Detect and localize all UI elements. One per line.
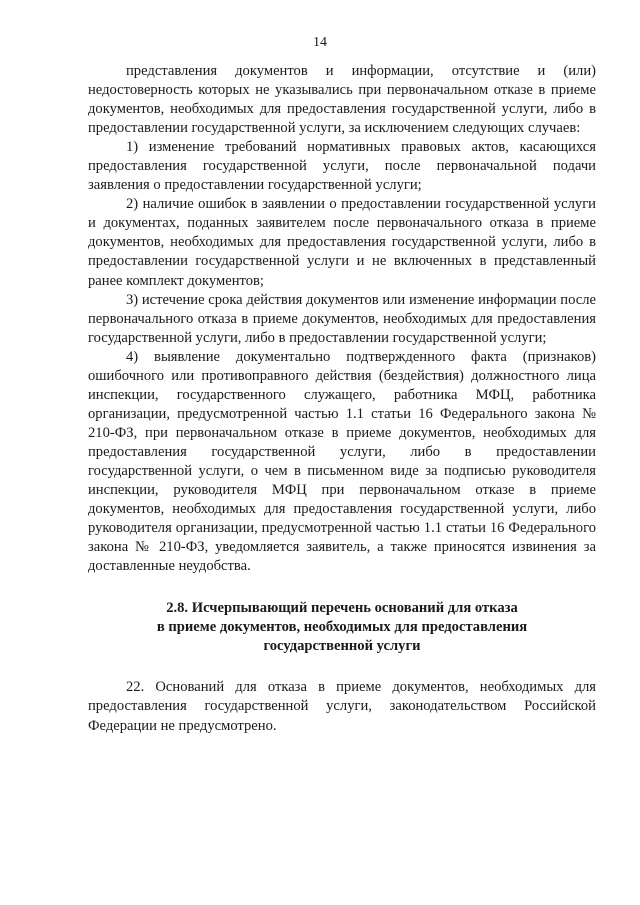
page-number: 14 — [313, 35, 327, 50]
section-heading — [88, 599, 596, 656]
section-heading-line-2: в приеме документов, необходимых для предоставления — [156, 619, 528, 636]
list-item-4: 4) выявление документально подтвержденного факта (признаков) ошибочного или противоправного действия (бездействия) должностного лица инспекции, государственного служащего, работника МФЦ, работника организации, предусмотренной частью 1.1 статьи 16 Федерального закона № 210-ФЗ, при первоначальном отказе в приеме документов, необходимых для предоставления государственной услуги, либо в предоставлении государственной услуги, о чем в письменном виде за подписью руководителя инспекции, руководителя МФЦ при первоначальном отказе в приеме документов, необходимых для предоставления государственной услуги, либо руководителя организации, предусмотренной частью 1.1 статьи 16 Федерального закона № 210-ФЗ, уведомляется заявитель, а также приносятся извинения за доставленные неудобства. — [88, 348, 596, 575]
list-item-1: 1) изменение требований нормативных правовых актов, касающихся предоставления государственной услуги, после первоначальной подачи заявления о предоставлении государственной услуги; — [88, 139, 596, 194]
section-heading-line-3: государственной услуги — [263, 638, 421, 655]
list-item-3: 3) истечение срока действия документов или изменение информации после первоначального отказа в приеме документов, необходимых для предоставления государственной услуги, либо в предоставлении государственной услуги; — [88, 291, 596, 346]
list-item-2: 2) наличие ошибок в заявлении о предоставлении государственной услуги и документах, поданных заявителем после первоначального отказа в приеме документов, необходимых для предоставления государственной услуги, либо в предоставлении государственной услуги и не включенных в представленный ранее комплект документов; — [88, 196, 596, 289]
body-text — [88, 62, 596, 736]
paragraph-continuation: представления документов и информации, отсутствие и (или) недостоверность которых не указывались при первоначальном отказе в приеме документов, необходимых для предоставления государственной услуги, либо в предоставлении государственной услуги, за исключением следующих случаев: — [88, 63, 596, 137]
section-heading-line-1: 2.8. Исчерпывающий перечень оснований для отказа — [166, 600, 518, 617]
paragraph-22: 22. Оснований для отказа в приеме документов, необходимых для предоставления государственной услуги, законодательством Российской Федерации не предусмотрено. — [88, 679, 596, 734]
